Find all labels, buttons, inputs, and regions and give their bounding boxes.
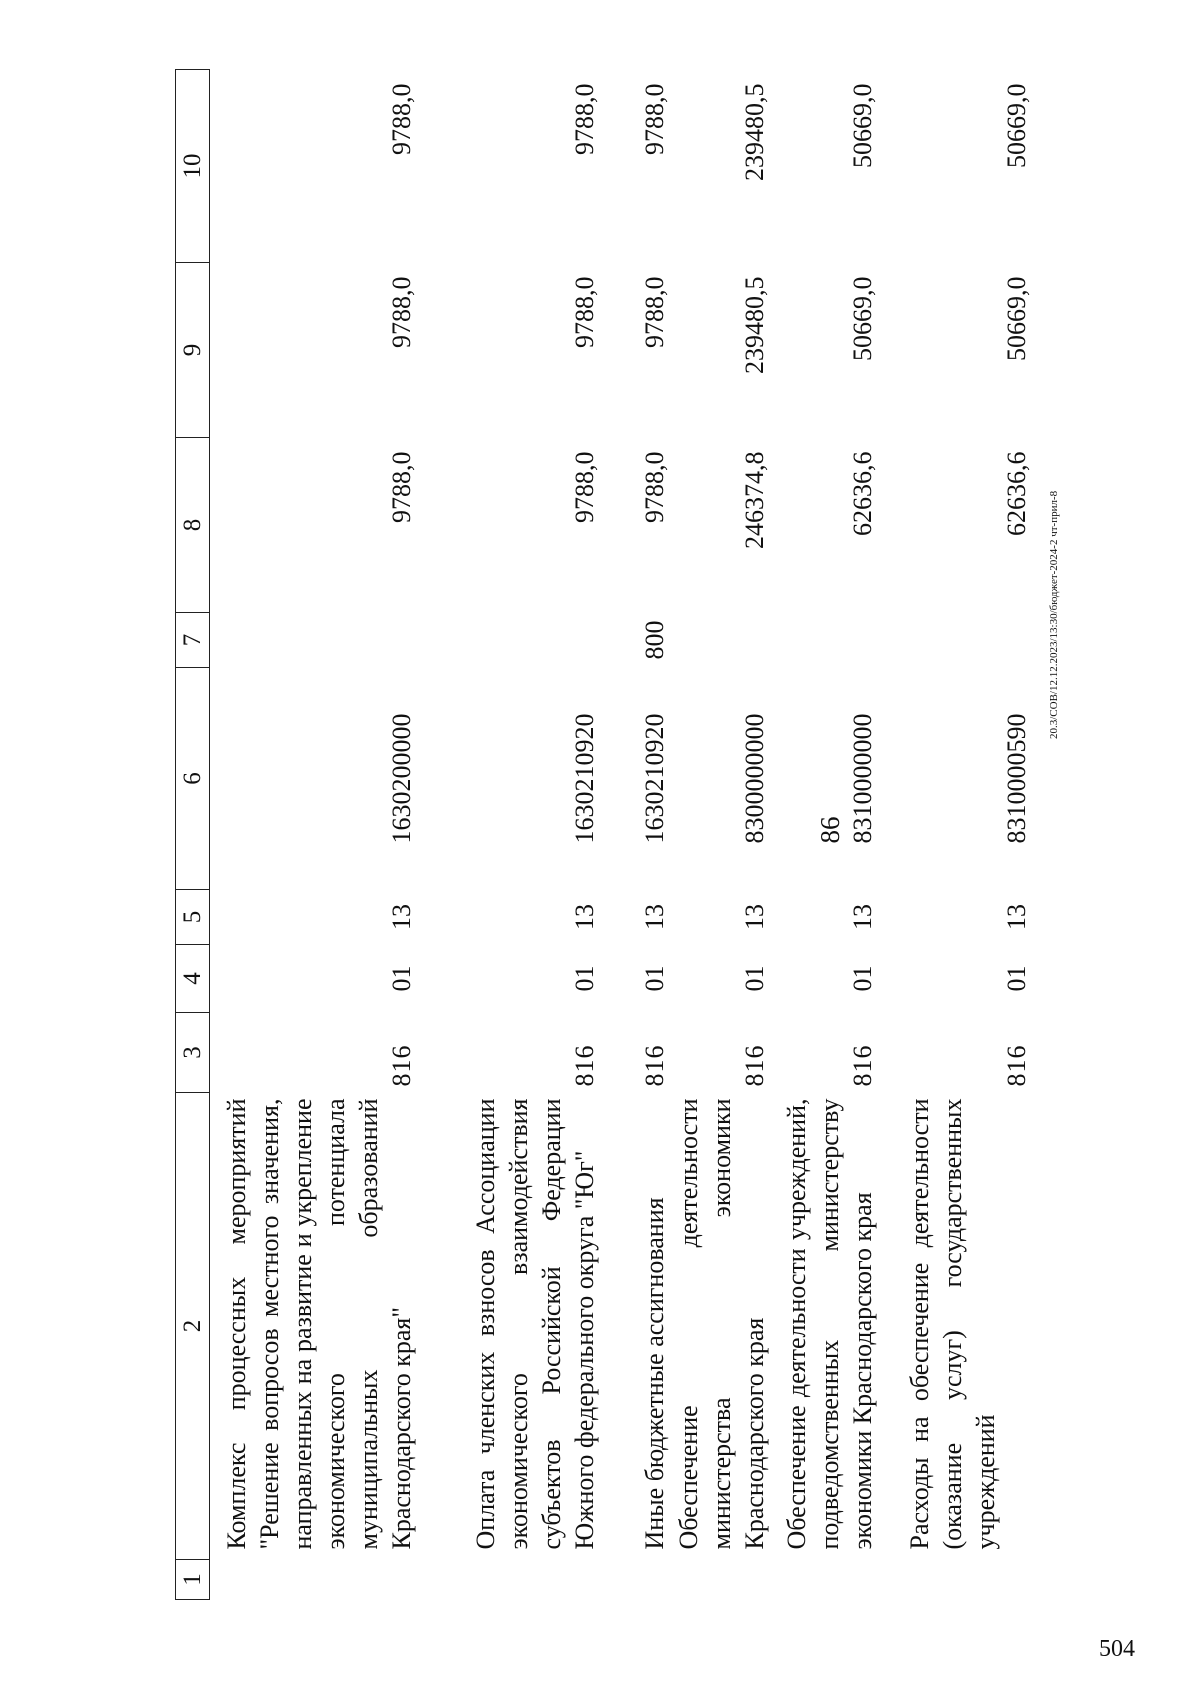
header-col-2: 2 <box>176 1093 210 1560</box>
cell-target-code: 1630200000 <box>387 713 416 844</box>
cell-target-code: 1630210920 <box>640 713 669 844</box>
table-row <box>671 70 771 1600</box>
budget-table <box>175 69 1033 1600</box>
cell-amount-9: 9788,0 <box>387 276 416 348</box>
row-description: Иные бюджетные ассигнования <box>640 1197 669 1550</box>
row-description: Расходы на обеспечение деятельности (оказание услуг) государственных учреждений <box>905 1098 1000 1550</box>
page-number: 86 <box>815 816 845 844</box>
header-col-8: 8 <box>176 438 210 613</box>
header-col-3: 3 <box>176 1013 210 1093</box>
header-col-6: 6 <box>176 668 210 890</box>
cell-amount-8: 9788,0 <box>570 451 599 523</box>
cell-target-code: 8310000000 <box>848 713 877 844</box>
cell-target-code: 1630210920 <box>570 713 599 844</box>
cell-amount-10: 9788,0 <box>387 83 416 155</box>
cell-expense-type <box>210 613 419 668</box>
cell-section-code: 01 <box>640 965 669 992</box>
budget-table-wrap <box>175 70 1033 1600</box>
cell-amount-10: 50669,0 <box>848 83 877 168</box>
header-row <box>176 70 210 1600</box>
header-col-10: 10 <box>176 70 210 263</box>
cell-amount-9: 50669,0 <box>1002 276 1031 361</box>
row-description: Обеспечение деятельности учреждений, подведомственных министерству экономики Краснодарского края <box>782 1098 877 1550</box>
cell-amount-9: 50669,0 <box>848 276 877 361</box>
cell-col-1 <box>418 1560 601 1600</box>
cell-ministry-code: 816 <box>740 1044 769 1087</box>
cell-expense-type <box>671 613 771 668</box>
cell-ministry-code: 816 <box>640 1044 669 1087</box>
cell-ministry-code: 816 <box>1002 1044 1031 1087</box>
header-col-9: 9 <box>176 263 210 438</box>
table-row <box>771 70 879 1600</box>
cell-section-code: 01 <box>740 965 769 992</box>
document-side-note: 20.3/СОВ/12.12.2023/13:30/бюджет-2024-2 чт-прил-8 <box>1048 490 1060 740</box>
cell-amount-8: 9788,0 <box>640 451 669 523</box>
cell-amount-10: 50669,0 <box>1002 83 1031 168</box>
cell-col-1 <box>671 1560 771 1600</box>
sheet-number: 504 <box>1099 1636 1135 1662</box>
cell-amount-9: 9788,0 <box>640 276 669 348</box>
row-description: Оплата членских взносов Ассоциации экономического взаимодействия субъектов Российской Федерации Южного федерального округа "Юг" <box>471 1098 599 1550</box>
cell-amount-8: 62636,6 <box>1002 451 1031 536</box>
cell-col-1 <box>771 1560 879 1600</box>
cell-col-1 <box>601 1560 671 1600</box>
cell-expense-type <box>418 613 601 668</box>
cell-subsection-code: 13 <box>740 904 769 930</box>
cell-amount-10: 9788,0 <box>570 83 599 155</box>
cell-subsection-code: 13 <box>1002 904 1031 930</box>
cell-amount-10: 239480,5 <box>740 83 769 181</box>
cell-expense-type <box>771 613 879 668</box>
header-col-7: 7 <box>176 613 210 668</box>
header-col-5: 5 <box>176 890 210 945</box>
table-row <box>601 70 671 1600</box>
cell-col-1 <box>879 1560 1033 1600</box>
cell-section-code: 01 <box>848 965 877 992</box>
cell-amount-8: 246374,8 <box>740 451 769 549</box>
cell-ministry-code: 816 <box>570 1044 599 1087</box>
cell-amount-8: 9788,0 <box>387 451 416 523</box>
cell-target-code: 8300000000 <box>740 713 769 844</box>
cell-ministry-code: 816 <box>848 1044 877 1087</box>
cell-subsection-code: 13 <box>387 904 416 930</box>
cell-amount-10: 9788,0 <box>640 83 669 155</box>
row-description: Обеспечение деятельности министерства экономики Краснодарского края <box>674 1098 769 1550</box>
header-col-4: 4 <box>176 945 210 1013</box>
cell-amount-9: 9788,0 <box>570 276 599 348</box>
rotated-page <box>175 70 1031 1600</box>
table-row <box>879 70 1033 1600</box>
header-col-1: 1 <box>176 1560 210 1600</box>
table-row <box>418 70 601 1600</box>
cell-section-code: 01 <box>1002 965 1031 992</box>
row-description: Комплекс процессных мероприятий "Решение вопросов местного значения, направленных на развитие и укрепление экономического потенциала муниципальных образований Краснодарского края" <box>222 1098 416 1550</box>
cell-subsection-code: 13 <box>848 904 877 930</box>
cell-amount-9: 239480,5 <box>740 276 769 374</box>
cell-col-1 <box>210 1560 419 1600</box>
cell-amount-8: 62636,6 <box>848 451 877 536</box>
cell-ministry-code: 816 <box>387 1044 416 1087</box>
cell-target-code: 8310000590 <box>1002 713 1031 844</box>
table-row <box>210 70 419 1600</box>
cell-subsection-code: 13 <box>570 904 599 930</box>
cell-expense-type: 800 <box>640 620 669 660</box>
cell-section-code: 01 <box>387 965 416 992</box>
cell-section-code: 01 <box>570 965 599 992</box>
cell-expense-type <box>879 613 1033 668</box>
cell-subsection-code: 13 <box>640 904 669 930</box>
